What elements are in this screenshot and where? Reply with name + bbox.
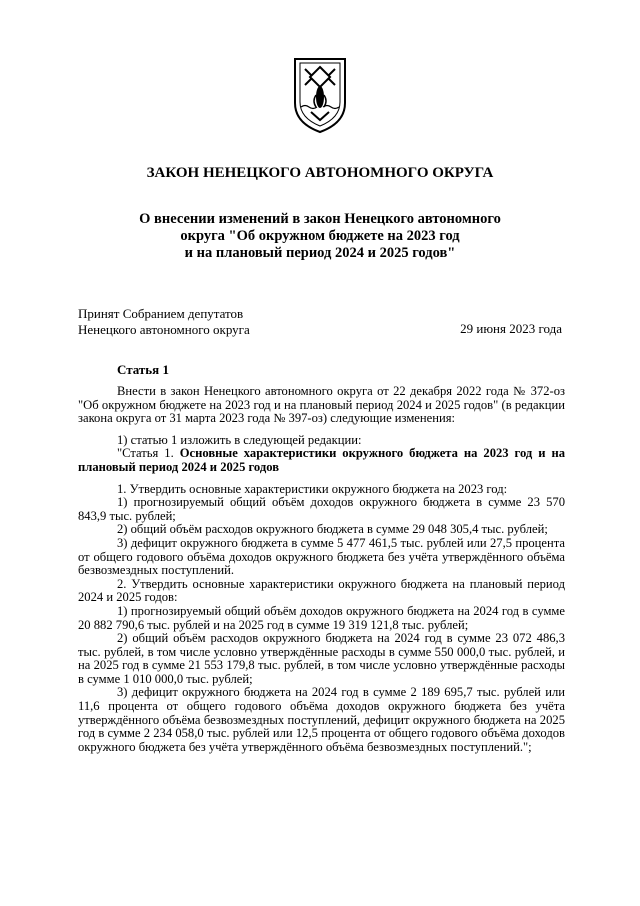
subtitle-line: и на плановый период 2024 и 2025 годов" (184, 245, 456, 261)
document-body (78, 385, 565, 754)
clause-paragraph: 3) дефицит окружного бюджета в сумме 5 477 461,5 тыс. рублей или 27,5 процента от общего годового объёма доходов окружного бюджета без учёта утверждённого объёма безвозмездных поступлений. (78, 535, 565, 578)
adoption-date: 29 июня 2023 года (460, 321, 562, 336)
clause-paragraph: 2. Утвердить основные характеристики окружного бюджета на плановый период 2024 и 2025 годов: (78, 576, 565, 605)
clause-paragraph: 2) общий объём расходов окружного бюджета на 2024 год в сумме 23 072 486,3 тыс. рублей, в том числе условно утверждённые расходы в сумме 550 000,0 тыс. рублей, и на 2025 год в сумме 21 553 179,8 тыс. рублей, в том числе условно утверждённые расходы в сумме 1 010 000,0 тыс. рублей; (78, 631, 565, 686)
adoption-line: Ненецкого автономного округа (78, 321, 250, 337)
clause-paragraph: 1) прогнозируемый общий объём доходов окружного бюджета в сумме 23 570 843,9 тыс. рублей; (78, 495, 565, 523)
subtitle-line: округа "Об окружном бюджете на 2023 год (180, 228, 460, 244)
clause-paragraph: 2) общий объём расходов окружного бюджета в сумме 29 048 305,4 тыс. рублей; (117, 522, 548, 537)
document-title: ЗАКОН НЕНЕЦКОГО АВТОНОМНОГО ОКРУГА (146, 165, 494, 181)
article-heading: Статья 1 (117, 362, 169, 377)
adoption-block (78, 306, 250, 337)
quote-title: Основные характеристики окружного бюджета на 2023 год и на плановый период 2024 и 2025 годов (78, 446, 565, 474)
amendment-item: 1) статью 1 изложить в следующей редакции: (117, 432, 362, 447)
clause-paragraph: 3) дефицит окружного бюджета на 2024 год в сумме 2 189 695,7 тыс. рублей или 11,6 процента от общего годового объёма доходов окружного бюджета без учёта утверждённого объёма безвозмездных поступлений, дефицит окружного бюджета на 2025 год в сумме 2 234 058,0 тыс. рублей или 12,5 процента от общего годового объёма доходов окружного бюджета без учёта утверждённого объёма безвозмездных поступлений."; (78, 685, 565, 754)
clause-paragraph: 1) прогнозируемый общий объём доходов окружного бюджета на 2024 год в сумме 20 882 790,6 тыс. рублей и на 2025 год в сумме 19 319 121,8 тыс. рублей; (78, 603, 565, 632)
adoption-line: Принят Собранием депутатов (78, 306, 244, 321)
subtitle-line: О внесении изменений в закон Ненецкого автономного (139, 211, 501, 227)
quoted-article-heading (78, 447, 565, 474)
quote-prefix: "Статья 1. (117, 446, 180, 461)
clause-paragraph: 1. Утвердить основные характеристики окружного бюджета на 2023 год: (117, 481, 508, 496)
intro-paragraph: Внести в закон Ненецкого автономного округа от 22 декабря 2022 года № 372-оз "Об окружном бюджете на 2023 год и на плановый период 2024 и 2025 годов" (в редакции закона округа от 31 марта 2023 года № 397-оз) следующие изменения: (78, 384, 565, 426)
document-subtitle (100, 211, 540, 262)
coat-of-arms-icon (289, 55, 351, 135)
